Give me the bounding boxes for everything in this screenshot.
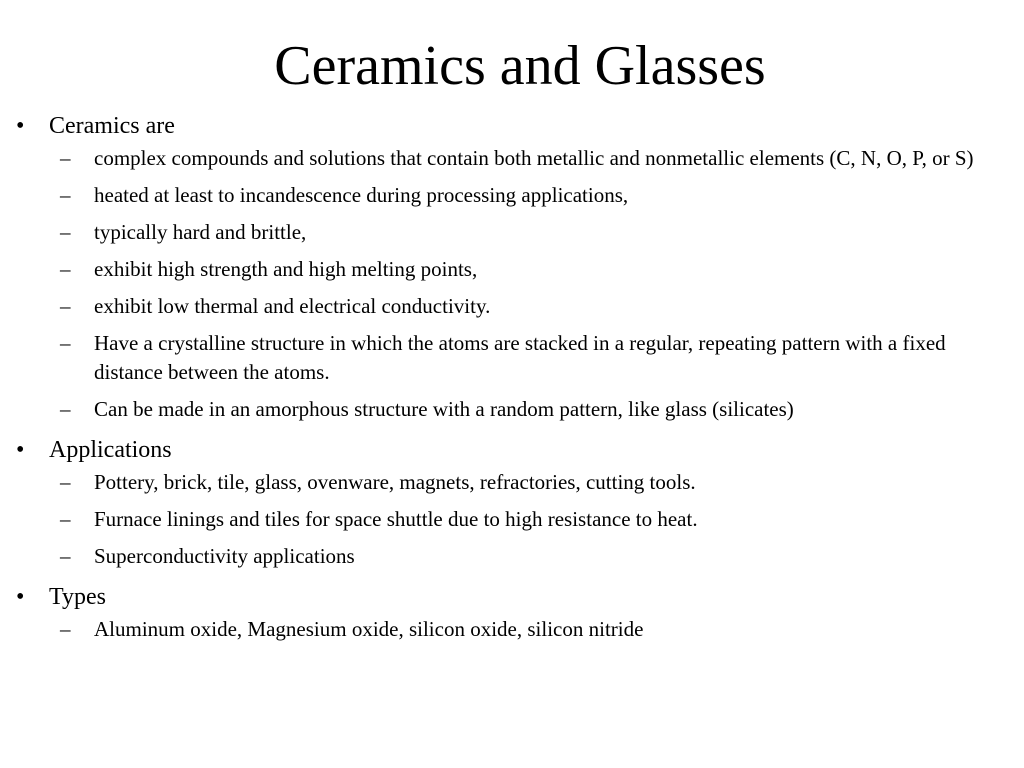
sub-bullet-text: exhibit high strength and high melting points,: [94, 257, 478, 281]
sub-bullet-item: [16, 505, 1016, 534]
sub-bullet-text: Can be made in an amorphous structure with a random pattern, like glass (silicates): [94, 397, 794, 421]
sub-bullet-marker: –: [60, 544, 71, 568]
sub-bullet-marker: –: [60, 183, 71, 207]
sub-bullet-text: Pottery, brick, tile, glass, ovenware, magnets, refractories, cutting tools.: [94, 470, 696, 494]
sub-bullet-text: Aluminum oxide, Magnesium oxide, silicon oxide, silicon nitride: [94, 617, 644, 641]
slide-title: Ceramics and Glasses: [274, 35, 766, 97]
sub-bullet-list: [16, 144, 1016, 424]
sub-bullet-marker: –: [60, 331, 71, 355]
sub-bullet-text: typically hard and brittle,: [94, 220, 307, 244]
sub-bullet-item: [16, 395, 1016, 424]
sub-bullet-text: heated at least to incandescence during processing applications,: [94, 183, 629, 207]
sub-bullet-marker: –: [60, 146, 71, 170]
sub-bullet-marker: –: [60, 257, 71, 281]
sub-bullet-marker: –: [60, 220, 71, 244]
sub-bullet-item: [16, 292, 1016, 321]
sub-bullet-item: [16, 144, 1016, 173]
sub-bullet-item: [16, 181, 1016, 210]
section-types: [16, 579, 1016, 644]
sub-bullet-item: [16, 218, 1016, 247]
bullet-heading: Applications: [49, 437, 172, 463]
sub-bullet-item: [16, 329, 1016, 387]
sub-bullet-item: [16, 255, 1016, 284]
sub-bullet-marker: –: [60, 470, 71, 494]
sub-bullet-item: [16, 615, 1016, 644]
sub-bullet-marker: –: [60, 294, 71, 318]
section-applications: [16, 432, 1016, 571]
sub-bullet-marker: –: [60, 617, 71, 641]
bullet-item: [16, 108, 1016, 144]
section-ceramics-are: [16, 108, 1016, 424]
sub-bullet-text: Superconductivity applications: [94, 544, 355, 568]
bullet-item: [16, 432, 1016, 468]
bullet-heading: Ceramics are: [49, 113, 175, 139]
sub-bullet-marker: –: [60, 507, 71, 531]
sub-bullet-text: Have a crystalline structure in which the atoms are stacked in a regular, repeating pattern with a fixed distance between the atoms.: [94, 331, 946, 384]
sub-bullet-text: Furnace linings and tiles for space shuttle due to high resistance to heat.: [94, 507, 698, 531]
bullet-heading: Types: [49, 584, 106, 610]
bullet-item: [16, 579, 1016, 615]
sub-bullet-item: [16, 468, 1016, 497]
sub-bullet-list: [16, 468, 1016, 571]
bullet-marker: •: [16, 113, 25, 139]
sub-bullet-item: [16, 542, 1016, 571]
sub-bullet-text: exhibit low thermal and electrical conductivity.: [94, 294, 491, 318]
bullet-marker: •: [16, 584, 25, 610]
slide-body: [16, 108, 1016, 652]
bullet-marker: •: [16, 437, 25, 463]
sub-bullet-marker: –: [60, 397, 71, 421]
sub-bullet-list: [16, 615, 1016, 644]
sub-bullet-text: complex compounds and solutions that contain both metallic and nonmetallic elements (C, N, O, P, or S): [94, 146, 974, 170]
